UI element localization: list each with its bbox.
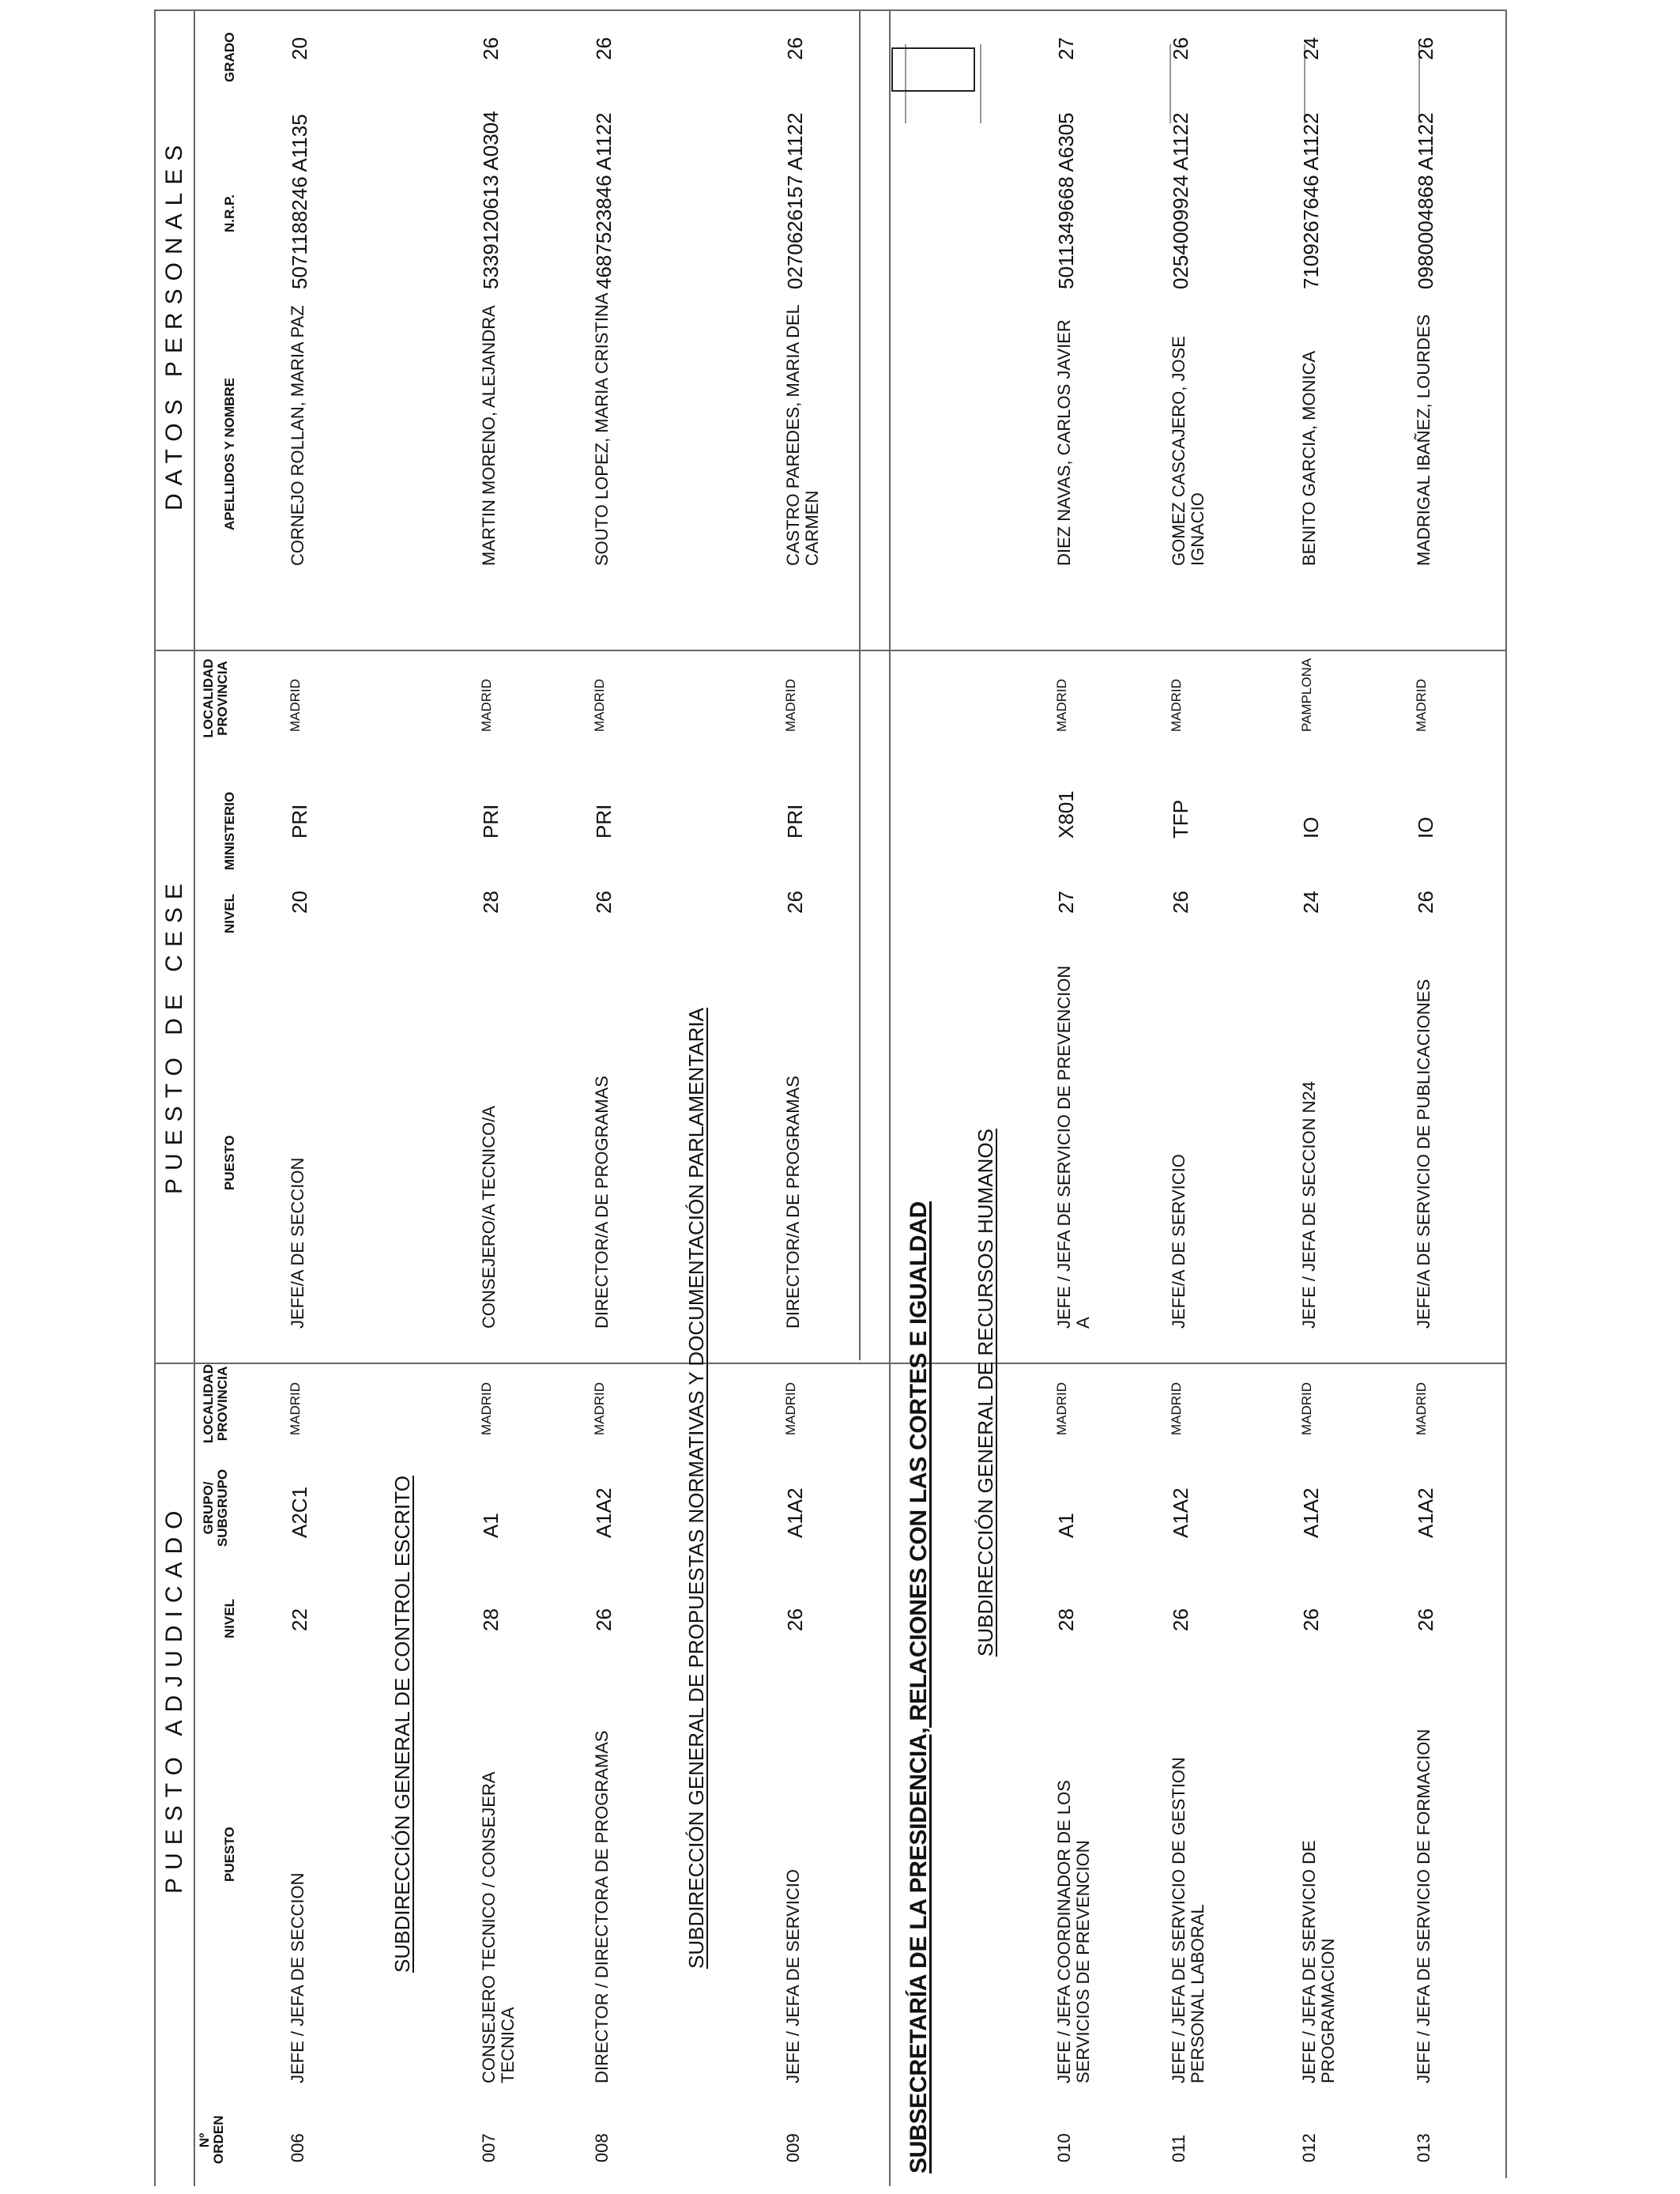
col-cese-nivel: NIVEL [222,893,237,933]
heading-recursos-humanos: SUBDIRECCIÓN GENERAL DE RECURSOS HUMANOS [974,1129,997,1657]
row-007-nrp: 5339120613 A0304 [479,111,503,289]
row-012-cese-puesto [1300,1081,1319,1329]
row-006-cese-localidad: MADRID [288,678,303,732]
row-012-localidad: MADRID [1299,1382,1314,1435]
row-008-grado: 26 [592,37,616,60]
cell-line: JEFE / JEFA DE SERVICIO DE PREVENCION [1054,965,1074,1329]
row-013-orden: 013 [1414,2133,1433,2162]
row-008-cese-localidad: MADRID [592,678,607,732]
row-009-cese-localidad: MADRID [783,678,798,732]
row-013-localidad: MADRID [1414,1382,1429,1435]
cell-line: TECNICA [497,2007,518,2083]
col-cese-puesto: PUESTO [222,1135,237,1190]
row-007-localidad: MADRID [479,1382,494,1435]
row-013-grupo: A1A2 [1414,1487,1437,1538]
cell-line: CASTRO PAREDES, MARIA DEL [783,304,803,566]
cell-line: JEFE / JEFA DE SECCION [288,1872,307,2083]
row-007-cese-puesto [480,1106,499,1329]
row-011-nrp: 0254009924 A1122 [1169,112,1192,289]
faint-rule [980,44,981,123]
row-009-cese-puesto [784,1076,803,1329]
cell-line: DIRECTOR/A DE PROGRAMAS [592,1076,612,1329]
row-006-cese-nivel: 20 [288,891,311,914]
cell-line: DIEZ NAVAS, CARLOS JAVIER [1054,319,1074,566]
section-divider-adjudicado-cese [154,1363,1507,1364]
row-006-grado: 20 [288,37,311,60]
row-012-cese-nivel: 24 [1299,891,1323,914]
row-013-puesto [1414,1729,1433,2083]
row-011-cese-nivel: 26 [1169,891,1192,914]
cell-line: JEFE/A DE SERVICIO DE PUBLICACIONES [1414,978,1433,1329]
row-011-orden: 011 [1169,2134,1188,2162]
row-013-nombre [1414,315,1433,566]
cell-line: JEFE / JEFA DE SECCION N24 [1299,1081,1319,1329]
row-012-nivel: 26 [1299,1608,1323,1631]
row-008-ministerio: PRI [592,804,616,839]
row-010-nivel: 28 [1054,1608,1078,1631]
col-localidad: LOCALIDAD PROVINCIA [201,1363,231,1444]
row-011-cese-localidad: MADRID [1169,678,1184,732]
row-010-cese-nivel: 27 [1054,891,1078,914]
cell-line: PERSONAL LABORAL [1187,1904,1207,2083]
row-011-nivel: 26 [1169,1608,1192,1631]
row-008-cese-puesto [593,1076,612,1329]
row-006-nombre [288,305,307,566]
cell-line: JEFE / JEFA COORDINADOR DE LOS [1054,1780,1074,2083]
table-bottom-line [1505,11,1507,2178]
col-nivel: NIVEL [222,1598,237,1638]
row-010-cese-localidad: MADRID [1054,678,1069,732]
cell-line: DIRECTOR/A DE PROGRAMAS [783,1076,803,1329]
row-013-cese-localidad: MADRID [1414,678,1429,732]
cell-line: JEFE / JEFA DE SERVICIO [783,1868,803,2083]
heading-subsecretaria: SUBSECRETARÍA DE LA PRESIDENCIA, RELACIONES CON LAS CORTES E IGUALDAD [906,1201,932,2173]
cell-line: CONSEJERO/A TECNICO/A [479,1106,499,1329]
row-010-cese-puesto [1055,966,1093,1329]
lower-block-top-line [889,11,891,2186]
col-puesto: PUESTO [222,1826,237,1882]
row-008-orden: 008 [592,2133,612,2162]
row-010-nombre [1055,319,1074,566]
row-012-puesto [1300,1840,1338,2083]
row-010-orden: 010 [1054,2133,1074,2162]
table-top-line [154,11,156,2186]
cell-line: DIRECTOR / DIRECTORA DE PROGRAMAS [592,1730,612,2083]
row-011-grado: 26 [1169,37,1192,60]
cell-line: JEFE/A DE SECCION [288,1157,307,1329]
row-006-puesto [288,1872,307,2083]
row-010-localidad: MADRID [1054,1382,1069,1435]
row-010-grado: 27 [1054,37,1078,60]
table-left-edge [154,9,1507,11]
cell-line: CORNEJO ROLLAN, MARIA PAZ [288,305,307,566]
row-009-localidad: MADRID [783,1382,798,1435]
col-grupo: GRUPO/ SUBGRUPO [201,1468,231,1547]
row-011-puesto [1170,1757,1207,2083]
row-010-nrp: 5011349668 A6305 [1054,112,1078,289]
row-007-ministerio: PRI [479,804,503,839]
row-009-orden: 009 [783,2133,803,2162]
row-010-puesto [1055,1780,1093,2083]
cell-line: PROGRAMACION [1317,1938,1338,2083]
row-007-cese-nivel: 28 [479,891,503,914]
col-ministerio: MINISTERIO [222,791,237,870]
row-013-nivel: 26 [1414,1608,1437,1631]
cell-line: SERVICIOS DE PREVENCION [1072,1840,1093,2083]
row-011-nombre [1170,336,1207,566]
row-009-nivel: 26 [783,1608,807,1631]
row-006-nivel: 22 [288,1608,311,1631]
row-011-ministerio: TFP [1169,799,1192,839]
cell-line: CONSEJERO TECNICO / CONSEJERA [479,1771,499,2083]
row-012-nombre [1300,351,1319,566]
heading-control-escrito: SUBDIRECCIÓN GENERAL DE CONTROL ESCRITO [390,1476,414,1973]
row-006-localidad: MADRID [288,1382,303,1435]
section-divider-cese-personales [154,650,1507,651]
row-006-cese-puesto [288,1158,307,1329]
section-datos-personales: DATOS PERSONALES [161,137,187,511]
cell-line: IGNACIO [1187,492,1207,566]
row-012-ministerio: IO [1299,816,1323,839]
row-011-grupo: A1A2 [1169,1487,1192,1538]
row-007-nombre [480,305,499,566]
cell-line: SOUTO LOPEZ, MARIA CRISTINA [592,292,612,566]
header-divider-line [194,11,195,2186]
row-009-puesto [784,1869,803,2083]
cell-line: CARMEN [801,490,822,566]
row-012-orden: 012 [1299,2133,1319,2162]
row-006-orden: 006 [288,2133,307,2162]
row-008-cese-nivel: 26 [592,891,616,914]
row-011-cese-puesto [1170,1154,1188,1329]
row-012-nrp: 7109267646 A1122 [1299,112,1323,289]
row-013-cese-puesto [1414,979,1433,1329]
col-nombre: APELLIDOS Y NOMBRE [222,377,237,530]
row-009-grupo: A1A2 [783,1487,807,1538]
row-006-nrp: 5071188246 A1135 [288,114,311,289]
heading-propuestas: SUBDIRECCIÓN GENERAL DE PROPUESTAS NORMATIVAS Y DOCUMENTACIÓN PARLAMENTARIA [684,1008,708,1969]
row-009-grado: 26 [783,37,807,60]
row-008-grupo: A1A2 [592,1487,616,1538]
col-nrp: N.R.P. [222,194,237,232]
cell-line: A [1072,1317,1093,1329]
row-010-grupo: A1 [1054,1513,1078,1538]
upper-block-bottom-line [859,11,861,1360]
col-cese-localidad: LOCALIDAD PROVINCIA [201,658,231,738]
row-008-localidad: MADRID [592,1382,607,1435]
col-grado: GRADO [222,32,237,82]
row-012-cese-localidad: PAMPLONA [1299,658,1314,732]
row-007-cese-localidad: MADRID [479,678,494,732]
cell-line: BENITO GARCIA, MONICA [1299,350,1319,566]
row-008-nrp: 4687523846 A1122 [592,112,616,289]
cell-line: MADRIGAL IBAÑEZ, LOURDES [1414,314,1433,566]
row-013-grado: 26 [1414,37,1437,60]
section-puesto-cese: PUESTO DE CESE [161,876,187,1194]
col-orden: Nº ORDEN [197,2115,227,2164]
cell-line: JEFE/A DE SERVICIO [1169,1154,1188,1329]
section-puesto-adjudicado: PUESTO ADJUDICADO [161,1502,187,1894]
row-007-puesto [480,1772,518,2083]
row-009-ministerio: PRI [783,804,807,839]
row-013-nrp: 0980004868 A1122 [1414,112,1437,289]
row-006-grupo: A2C1 [288,1486,311,1538]
row-008-puesto [593,1730,612,2083]
cell-line: JEFE / JEFA DE SERVICIO DE GESTION [1169,1757,1188,2083]
cell-line: GOMEZ CASCAJERO, JOSE [1169,336,1188,566]
row-007-grupo: A1 [479,1513,503,1538]
row-010-ministerio: X801 [1054,790,1078,839]
empty-box [891,47,975,92]
row-007-orden: 007 [479,2133,499,2162]
cell-line: MARTIN MORENO, ALEJANDRA [479,305,499,566]
cell-line: JEFE / JEFA DE SERVICIO DE [1299,1840,1319,2083]
row-009-nombre [784,304,822,566]
row-013-ministerio: IO [1414,816,1437,839]
row-011-localidad: MADRID [1169,1382,1184,1435]
row-008-nivel: 26 [592,1608,616,1631]
row-007-nivel: 28 [479,1608,503,1631]
row-013-cese-nivel: 26 [1414,891,1437,914]
cell-line: JEFE / JEFA DE SERVICIO DE FORMACION [1414,1728,1433,2083]
row-009-cese-nivel: 26 [783,891,807,914]
row-012-grupo: A1A2 [1299,1487,1323,1538]
row-007-grado: 26 [479,37,503,60]
row-006-ministerio: PRI [288,804,311,839]
row-009-nrp: 0270626157 A1122 [783,112,807,289]
row-012-grado: 24 [1299,37,1323,60]
row-008-nombre [593,292,612,566]
